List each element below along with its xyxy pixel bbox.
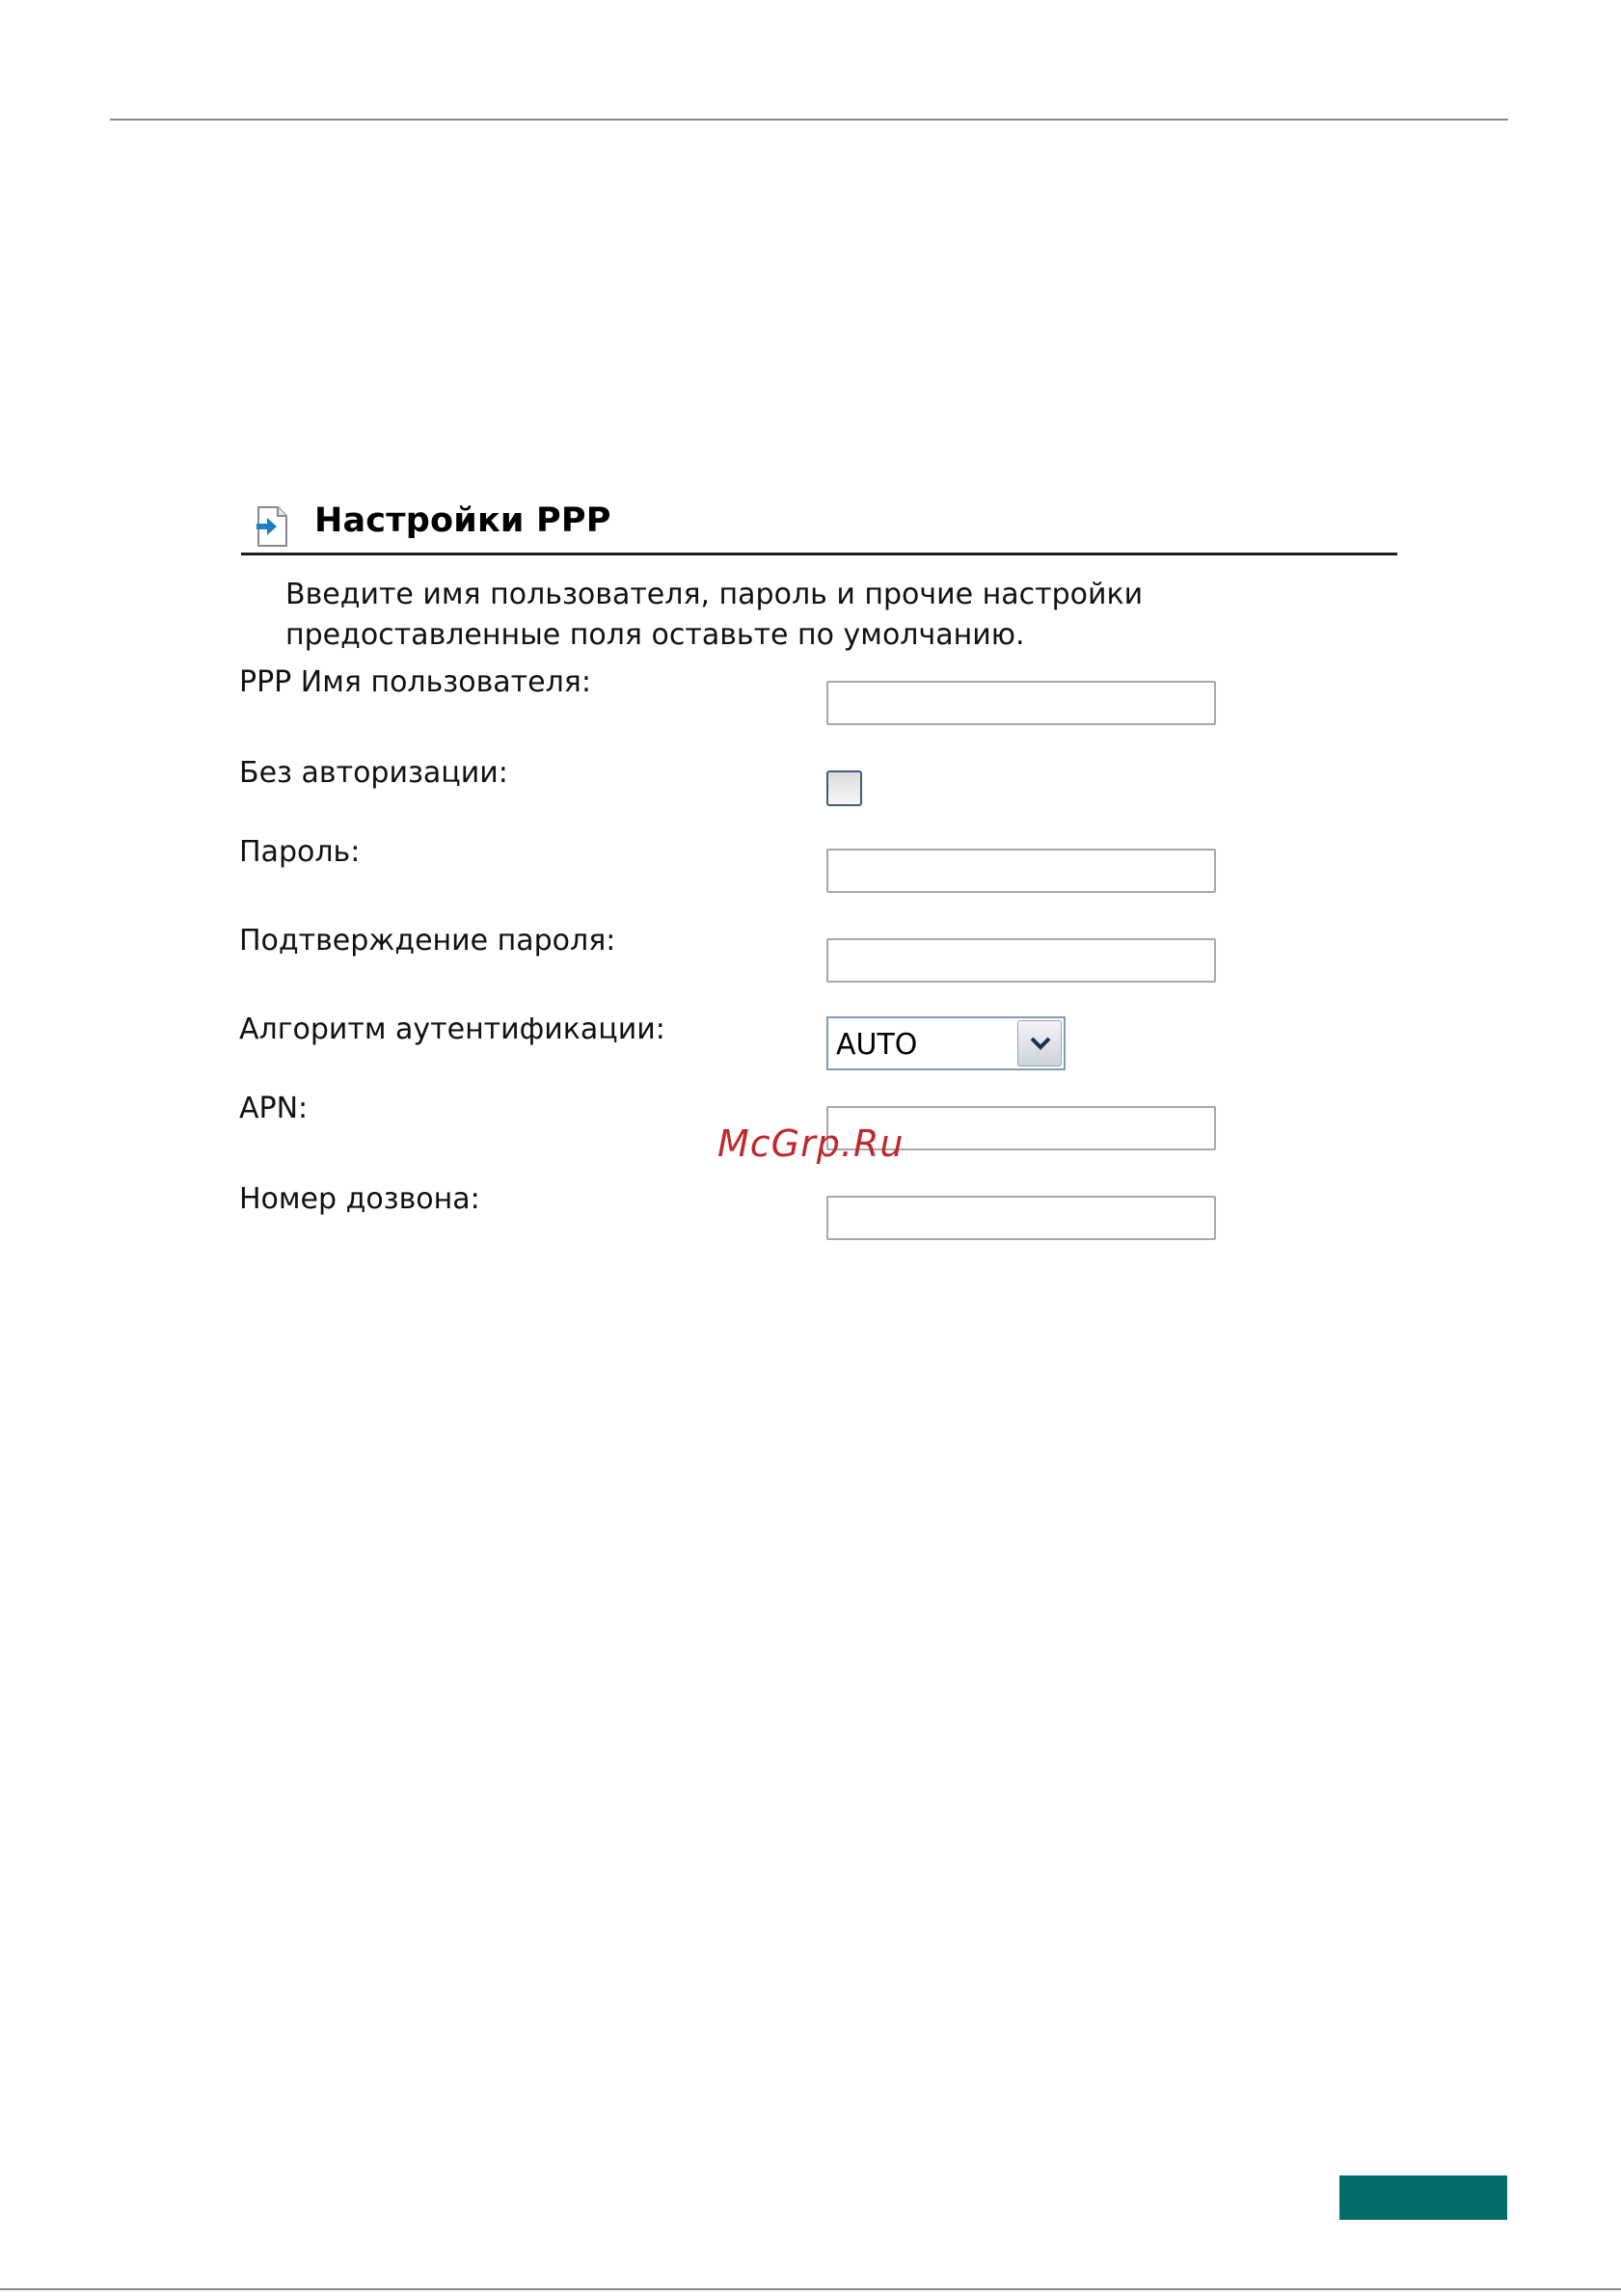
auth-algorithm-label: Алгоритм аутентификации: <box>239 1013 665 1046</box>
section-description: Введите имя пользователя, пароль и прочие настройки предоставленные поля оставьте по умолчанию. <box>285 578 1144 652</box>
auth-algorithm-value: AUTO <box>836 1028 918 1062</box>
password-confirm-label: Подтверждение пароля: <box>239 924 616 958</box>
chevron-down-icon <box>1030 1035 1051 1052</box>
no-auth-label: Без авторизации: <box>239 756 508 790</box>
username-input[interactable] <box>826 681 1216 725</box>
section-title: Настройки PPP <box>314 501 611 540</box>
top-rule <box>110 119 1508 121</box>
password-confirm-input[interactable] <box>826 938 1216 983</box>
dial-number-label: Номер дозвона: <box>239 1182 480 1216</box>
apn-label: APN: <box>239 1092 309 1125</box>
no-auth-checkbox[interactable] <box>826 770 862 806</box>
dial-number-input[interactable] <box>826 1196 1216 1240</box>
dropdown-button[interactable] <box>1017 1020 1062 1067</box>
password-input[interactable] <box>826 849 1216 893</box>
section-header <box>241 494 1398 555</box>
section-divider <box>241 553 1397 555</box>
password-label: Пароль: <box>239 835 361 869</box>
watermark: McGrp.Ru <box>717 1122 905 1165</box>
auth-algorithm-select[interactable] <box>826 1016 1066 1070</box>
document-arrow-icon <box>255 505 289 548</box>
username-label: PPP Имя пользователя: <box>239 665 591 699</box>
bottom-rule <box>0 2288 1621 2290</box>
footer-block <box>1339 2175 1507 2220</box>
